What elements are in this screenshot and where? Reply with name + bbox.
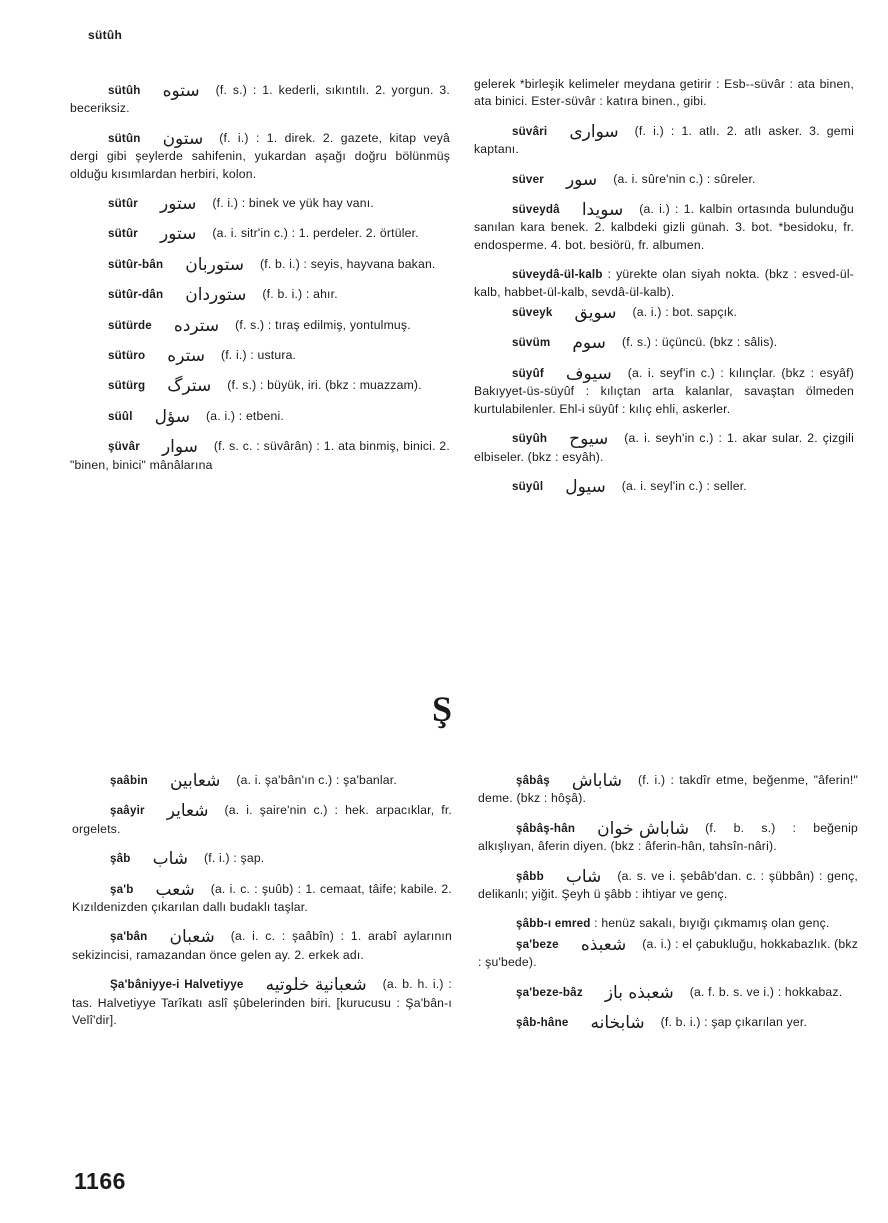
entry-arabic-script: ستوه xyxy=(162,81,200,101)
dictionary-entry xyxy=(478,915,858,932)
entry-headword: şâb-hâne xyxy=(516,1016,569,1030)
dictionary-entry xyxy=(70,408,450,426)
entry-headword: sütüro xyxy=(108,349,146,363)
entry-headword: sütûh xyxy=(108,84,141,97)
entry-arabic-script: شعبذه xyxy=(580,934,627,955)
entry-arabic-script: شعبانية خلوتيه xyxy=(265,975,367,996)
dictionary-entry xyxy=(70,347,450,365)
entry-arabic-script: شاباش خوان xyxy=(597,818,690,839)
entry-headword: sütûn xyxy=(108,131,141,145)
entry-definition: gelerek *birleşik kelimeler meydana getirir : Esb--süvâr : ata binen, ata binici. Ester-süvâr : katıra binen., gibi. xyxy=(474,77,854,109)
entry-definition: (f. i.) : 1. direk. 2. gazete, kitap veyâ dergi gibi şeylerde sahifenin, yukardan aşağı doğru bölünmüş olduğu kısımlardan herbiri, kolon. xyxy=(70,130,450,181)
entry-arabic-script: سترگ xyxy=(167,376,212,397)
entry-headword: şâb xyxy=(110,852,131,866)
dictionary-entry xyxy=(70,82,450,118)
entry-arabic-script: ستره xyxy=(167,346,205,367)
entry-definition: (f. b. i.) : şap çıkarılan yer. xyxy=(660,1015,808,1030)
entry-definition: (f. i.) : ustura. xyxy=(220,348,297,363)
entry-definition: : yürekte olan siyah nokta. (bkz : esved-ül-kalb, habbet-ül-kalb, sevdâ-ül-kalb). xyxy=(474,267,854,299)
column-bottom-right xyxy=(478,772,858,1044)
dictionary-entry xyxy=(72,802,452,838)
entry-headword: sütûr-bân xyxy=(108,257,164,271)
entry-definition: (a. i. şa'bân'ın c.) : şa'banlar. xyxy=(236,773,397,787)
entry-arabic-script: ستور xyxy=(159,224,197,245)
entry-definition: (a. f. b. s. ve i.) : hokkabaz. xyxy=(689,984,843,999)
entry-headword: süver xyxy=(512,172,544,186)
entry-definition: (a. i. sûre'nin c.) : sûreler. xyxy=(613,171,756,186)
entry-definition: (f. s.) : tıraş edilmiş, yontulmuş. xyxy=(235,317,411,332)
dictionary-entry xyxy=(474,365,854,418)
dictionary-entry xyxy=(70,256,450,274)
dictionary-entry xyxy=(474,478,854,496)
entry-definition: (a. i. seyl'in c.) : seller. xyxy=(621,478,747,493)
entry-arabic-script: سؤل xyxy=(154,406,191,427)
entry-arabic-script: شابخانه xyxy=(590,1013,645,1034)
entry-headword: sütûr xyxy=(108,197,138,211)
entry-definition: (a. i. şaire'nin c.) : hek. arpacıklar, fr. orgelets. xyxy=(72,803,452,836)
entry-arabic-script: شاب xyxy=(152,849,189,870)
dictionary-entry xyxy=(70,438,450,474)
page-number: 1166 xyxy=(74,1168,126,1194)
entry-definition: (a. i.) : el çabukluğu, hokkabazlık. (bkz : şu'bede). xyxy=(478,936,858,970)
entry-definition: (f. s. c. : süvârân) : 1. ata binmiş, binici. 2. "binen, binici" mânâlarına xyxy=(70,439,450,472)
entry-headword: şa'beze xyxy=(516,937,559,951)
dictionary-entry xyxy=(70,195,450,213)
dictionary-entry xyxy=(474,201,854,254)
column-top-right xyxy=(474,76,854,508)
entry-definition: : henüz sakalı, bıyığı çıkmamış olan genç. xyxy=(594,916,830,931)
entry-arabic-script: ستون xyxy=(162,128,204,149)
dictionary-entry xyxy=(70,130,450,183)
entry-headword: süyûh xyxy=(512,432,548,446)
entry-definition: (f. i.) : 1. atlı. 2. atlı asker. 3. gemi kaptanı. xyxy=(474,123,854,157)
dictionary-entry xyxy=(478,772,858,808)
entry-definition: (f. s.) : büyük, iri. (bkz : muazzam). xyxy=(227,378,422,393)
entry-definition: (f. i.) : şap. xyxy=(204,851,265,866)
entry-arabic-script: شعبان xyxy=(169,927,215,948)
entry-definition: (a. i. c. : şaâbîn) : 1. arabî aylarının sekizincisi, ramazandan önce gelen ay. 2. erkek adı. xyxy=(72,929,452,962)
entry-arabic-script: سويق xyxy=(574,303,617,324)
entry-arabic-script: شعاير xyxy=(166,801,209,822)
entry-arabic-script: سترده xyxy=(173,315,220,336)
entry-definition: (f. b. s.) : beğenip alkışlıyan, âferin diyen. (bkz : âferin-hân, tahsîn-nâri). xyxy=(478,820,858,854)
column-bottom-left xyxy=(72,772,452,1041)
entry-arabic-script: شعبذه باز xyxy=(604,982,674,1003)
entry-headword: şâbb xyxy=(516,869,544,883)
dictionary-entry xyxy=(474,334,854,352)
dictionary-entry xyxy=(478,1014,858,1032)
entry-headword: süyûl xyxy=(512,479,544,493)
entry-definition: (f. b. i.) : ahır. xyxy=(262,287,338,302)
entry-definition: (f. i.) : takdîr etme, beğenme, "âferin!" deme. (bkz : hôşâ). xyxy=(478,773,858,806)
entry-arabic-script: سوم xyxy=(572,333,606,354)
entry-definition: (a. i.) : bot. sapçık. xyxy=(632,305,738,320)
entry-definition: (f. s.) : üçüncü. (bkz : sâlis). xyxy=(621,335,778,350)
running-header: sütûh xyxy=(88,28,123,42)
entry-headword: süveydâ-ül-kalb xyxy=(512,268,603,282)
dictionary-entry xyxy=(478,984,858,1002)
entry-definition: (f. b. i.) : seyis, hayvana bakan. xyxy=(260,256,436,271)
entry-headword: şa'b xyxy=(110,882,134,896)
entry-headword: süyûf xyxy=(512,366,544,380)
entry-arabic-script: ستور xyxy=(159,194,197,215)
entry-definition: (a. i. sitr'in c.) : 1. perdeler. 2. örtüler. xyxy=(212,226,419,241)
dictionary-entry xyxy=(474,304,854,322)
entry-headword: süûl xyxy=(108,409,133,423)
entry-arabic-script: شاباش xyxy=(571,771,622,791)
dictionary-entry xyxy=(474,266,854,301)
entry-headword: şâbâş-hân xyxy=(516,821,576,835)
dictionary-entry xyxy=(478,820,858,856)
entry-headword: şa'beze-bâz xyxy=(516,985,583,999)
dictionary-entry xyxy=(70,377,450,395)
entry-headword: süveydâ xyxy=(512,203,560,217)
entry-arabic-script: سور xyxy=(565,169,598,190)
entry-headword: sütûr xyxy=(108,227,138,241)
dictionary-entry xyxy=(70,225,450,243)
entry-arabic-script: ستوردان xyxy=(185,285,247,306)
entry-arabic-script: سيول xyxy=(565,476,606,497)
entry-definition: (a. i. seyh'in c.) : 1. akar sular. 2. çizgili elbiseler. (bkz : esyâh). xyxy=(474,431,854,464)
dictionary-entry xyxy=(72,928,452,964)
dictionary-entry xyxy=(70,286,450,304)
entry-arabic-script: سوار xyxy=(161,437,198,458)
entry-arabic-script: سيوح xyxy=(569,429,609,450)
dictionary-entry xyxy=(474,430,854,466)
entry-definition: (f. s.) : 1. kederli, sıkıntılı. 2. yorgun. 3. beceriksiz. xyxy=(70,83,450,116)
entry-headword: şüvâr xyxy=(108,440,140,454)
entry-definition: (a. i. seyf'in c.) : kılınçlar. (bkz : esyâf) Bakıyyet-üs-süyûf : kılıçtan arta kalanlar, savaştan ölmeden kurtulabilenler. Ehl-i süyûf : kılıç ehli, askerler. xyxy=(474,365,854,416)
entry-arabic-script: سيوف xyxy=(565,363,612,384)
dictionary-entry xyxy=(474,76,854,111)
entry-headword: şâbb-ı emred xyxy=(516,917,591,931)
entry-headword: Şa'bâniyye-i Halvetiyye xyxy=(110,978,244,992)
dictionary-entry xyxy=(478,868,858,904)
dictionary-entry xyxy=(72,772,452,790)
entry-headword: süveyk xyxy=(512,306,553,320)
dictionary-entry xyxy=(474,171,854,189)
entry-definition: (a. i.) : 1. kalbin ortasında bulunduğu sanılan kara benek. 2. kalbdeki gizli günah. 3. bot. *besidoku, fr. endosperme. 4. bot. besiörü, fr. albumen. xyxy=(474,202,854,252)
entry-headword: süvüm xyxy=(512,336,551,350)
dictionary-entry xyxy=(72,881,452,917)
entry-definition: (a. s. ve i. şebâb'dan. c. : şübbân) : genç, delikanlı; yiğit. Şeyh ü şâbb : ihtiyar ve genç. xyxy=(478,868,858,902)
entry-arabic-script: شعابين xyxy=(169,771,221,791)
dictionary-entry xyxy=(478,936,858,972)
letter-section-heading: Ş xyxy=(432,689,453,729)
entry-arabic-script: سويدا xyxy=(581,200,624,221)
dictionary-entry xyxy=(72,850,452,868)
entry-headword: sütürde xyxy=(108,318,152,332)
entry-arabic-script: شاب xyxy=(565,866,602,887)
dictionary-entry xyxy=(474,123,854,159)
entry-headword: şa'bân xyxy=(110,930,148,944)
dictionary-entry xyxy=(72,976,452,1029)
entry-definition: (f. i.) : binek ve yük hay vanı. xyxy=(212,196,374,211)
entry-arabic-script: ستوربان xyxy=(185,254,245,275)
entry-headword: sütürg xyxy=(108,379,146,393)
entry-headword: şaâbin xyxy=(110,774,148,787)
entry-headword: sütûr-dân xyxy=(108,288,164,302)
entry-arabic-script: سوارى xyxy=(569,121,619,142)
entry-headword: süvâri xyxy=(512,124,548,138)
entry-headword: şaâyir xyxy=(110,804,145,818)
dictionary-entry xyxy=(70,317,450,335)
entry-definition: (a. b. h. i.) : tas. Halvetiyye Tarîkatı aslî şûbelerinden biri. [kurucusu : Şa'bân-ı Velî'dir]. xyxy=(72,977,452,1028)
column-top-left xyxy=(70,82,450,486)
entry-definition: (a. i. c. : şuûb) : 1. cemaat, tâife; kabile. 2. Kızıldenizden çıkarılan dallı budaklı taşlar. xyxy=(72,881,452,915)
entry-headword: şâbâş xyxy=(516,774,550,787)
entry-definition: (a. i.) : etbeni. xyxy=(206,408,284,423)
entry-arabic-script: شعب xyxy=(155,879,195,900)
